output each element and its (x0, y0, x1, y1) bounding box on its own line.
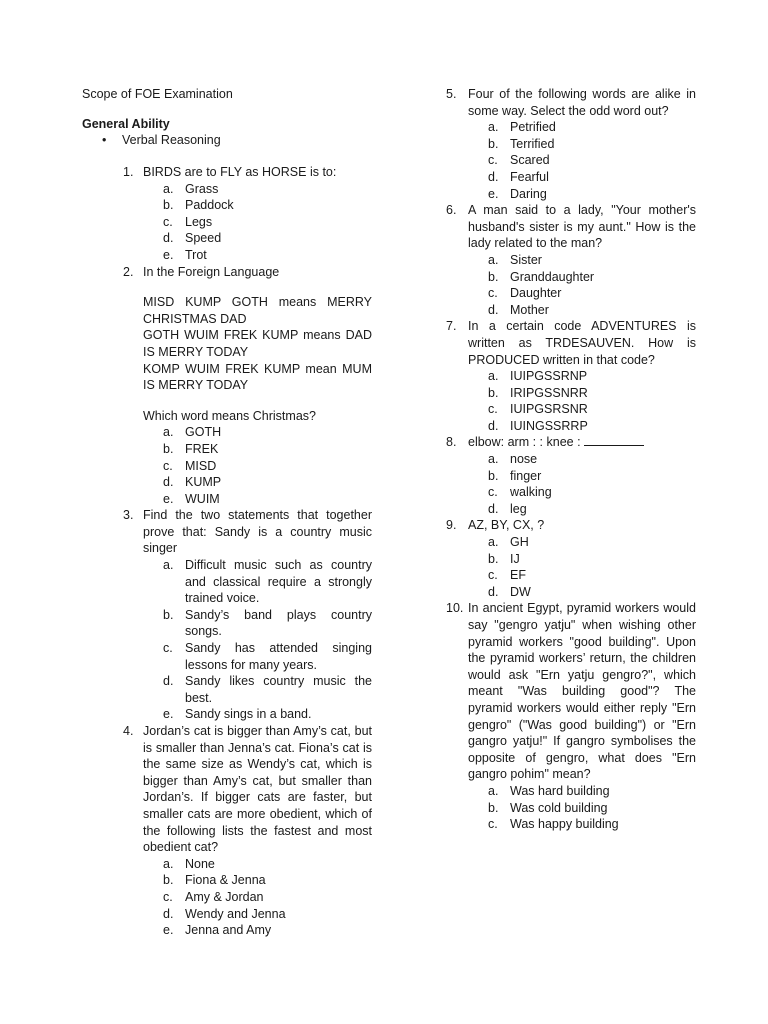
option-text: Sandy has attended singing lessons for many years. (185, 641, 372, 672)
option-item (143, 214, 372, 231)
option-text: Amy & Jordan (185, 889, 264, 904)
option-letter: e. (163, 707, 174, 722)
option-item (143, 247, 372, 264)
option-text: Sister (510, 252, 542, 267)
option-item (468, 551, 696, 568)
option-text: Paddock (185, 198, 234, 213)
option-item (143, 673, 372, 706)
question-paragraph: Which word means Christmas? (143, 408, 316, 423)
option-item (468, 484, 696, 501)
question-paragraph: KOMP WUIM FREK KUMP mean MUM IS MERRY TODAY (143, 361, 372, 393)
option-list (468, 783, 696, 833)
option-text: Jenna and Amy (185, 923, 272, 938)
option-letter: e. (163, 491, 174, 506)
option-text: KUMP (185, 475, 222, 490)
option-list (468, 451, 696, 517)
option-letter: c. (488, 817, 498, 832)
option-letter: c. (163, 889, 173, 904)
question-text: In the Foreign Language (143, 264, 280, 279)
option-item (468, 800, 696, 817)
option-item (143, 424, 372, 441)
option-item (143, 640, 372, 673)
question-number: 10. (446, 601, 464, 616)
bullet-icon: • (102, 133, 107, 147)
option-letter: a. (163, 558, 174, 573)
question-text: BIRDS are to FLY as HORSE is to: (143, 165, 337, 179)
option-item (468, 136, 696, 153)
question-text: Jordan’s cat is bigger than Amy’s cat, but is smaller than Jenna’s cat. Fiona’s cat is the same size as Wendy’s cat, which is bigger than Amy’s cat, but smaller than Jordan’s. If bigger cats are faster, but smaller cats are more obedient, which of the following lists the fastest and most obedient cat? (143, 724, 372, 855)
option-letter: d. (488, 501, 499, 516)
option-text: Legs (185, 214, 213, 229)
option-text: Was hard building (510, 783, 610, 798)
question-number: 8. (446, 435, 457, 450)
option-item (468, 468, 696, 485)
option-letter: c. (488, 286, 498, 301)
option-text: Speed (185, 231, 222, 246)
question-number: 1. (123, 165, 134, 179)
option-text: Wendy and Jenna (185, 906, 286, 921)
option-item (468, 152, 696, 169)
option-text: MISD (185, 458, 217, 473)
option-letter: d. (163, 231, 174, 246)
option-text: Sandy likes country music the best. (185, 674, 372, 705)
question-7 (446, 318, 696, 434)
option-letter: b. (488, 800, 499, 815)
option-letter: b. (163, 607, 174, 622)
option-text: IUINGSSRRP (510, 418, 588, 433)
subsection-bullet (82, 132, 372, 148)
option-letter: c. (163, 214, 173, 229)
option-text: Terrified (510, 136, 555, 151)
option-list (143, 424, 372, 507)
option-text: finger (510, 468, 542, 483)
option-item (143, 872, 372, 889)
option-text: walking (510, 485, 552, 500)
option-item (468, 186, 696, 203)
option-text: Was happy building (510, 817, 619, 832)
option-letter: c. (163, 641, 173, 656)
question-text: In ancient Egypt, pyramid workers would say "gengro yatju" when wishing other pyramid workers "good building". Upon the pyramid workers’ return, the children would ask "Ern yatju gengro?", which meant "Was building good"? The pyramid workers would either reply "Ern gengro" ("Was good building") or "Ern gangro yatju!" If gangro symbolises the opposite of gengro, what does "Ern gangro pohim" mean? (468, 601, 696, 782)
option-item (143, 181, 372, 198)
option-letter: a. (163, 181, 174, 196)
question-10 (446, 600, 696, 832)
option-text: Fiona & Jenna (185, 873, 266, 888)
option-text: Sandy’s band plays country songs. (185, 607, 372, 639)
question-6 (446, 202, 696, 318)
option-item (143, 458, 372, 475)
option-item (468, 401, 696, 418)
option-letter: a. (488, 452, 499, 467)
question-9 (446, 517, 696, 600)
option-letter: a. (488, 120, 499, 135)
option-letter: d. (488, 584, 499, 599)
option-text: None (185, 856, 215, 871)
option-item (468, 783, 696, 800)
option-text: FREK (185, 441, 219, 456)
option-letter: d. (488, 169, 499, 184)
paragraph-spacer (143, 280, 372, 294)
option-letter: c. (488, 402, 498, 417)
option-letter: b. (488, 136, 499, 151)
option-text: Granddaughter (510, 269, 595, 284)
option-letter: b. (488, 551, 499, 566)
question-5 (446, 86, 696, 202)
option-text: Fearful (510, 169, 549, 184)
option-item (468, 418, 696, 435)
option-item (143, 474, 372, 491)
paragraph-spacer (143, 394, 372, 408)
option-list (468, 119, 696, 202)
option-item (143, 197, 372, 214)
option-item (468, 169, 696, 186)
option-item (468, 285, 696, 302)
option-letter: d. (163, 475, 174, 490)
option-letter: a. (163, 425, 174, 440)
option-item (468, 584, 696, 601)
question-number: 9. (446, 518, 457, 533)
option-letter: a. (163, 856, 174, 871)
option-letter: c. (488, 153, 498, 168)
option-item (468, 567, 696, 584)
option-item (143, 557, 372, 607)
option-letter: a. (488, 535, 499, 550)
option-text: Was cold building (510, 800, 608, 815)
question-number: 6. (446, 203, 457, 218)
question-number: 5. (446, 87, 457, 101)
left-question-list (82, 164, 372, 939)
option-letter: b. (488, 385, 499, 400)
option-letter: d. (163, 674, 174, 689)
option-list (143, 856, 372, 939)
option-text: IRIPGSSNRR (510, 385, 588, 400)
option-text: WUIM (185, 491, 220, 506)
option-letter: b. (163, 441, 174, 456)
question-2 (82, 264, 372, 508)
option-item (143, 491, 372, 508)
option-item (143, 856, 372, 873)
option-letter: d. (488, 418, 499, 433)
page-title: Scope of FOE Examination (82, 87, 233, 101)
answer-blank (584, 434, 644, 446)
option-letter: b. (163, 198, 174, 213)
option-item (143, 230, 372, 247)
option-text: IUIPGSRSNR (510, 402, 588, 417)
option-letter: c. (488, 485, 498, 500)
question-number: 2. (123, 264, 134, 279)
option-item (468, 252, 696, 269)
option-letter: b. (488, 269, 499, 284)
option-list (468, 252, 696, 318)
option-letter: a. (488, 783, 499, 798)
question-text: AZ, BY, CX, ? (468, 518, 545, 533)
question-1 (82, 164, 372, 264)
option-text: IJ (510, 551, 520, 566)
question-number: 3. (123, 508, 134, 523)
option-item (468, 368, 696, 385)
right-column (446, 86, 696, 833)
question-3 (82, 507, 372, 723)
option-item (468, 119, 696, 136)
option-text: leg (510, 501, 527, 516)
question-number: 4. (123, 724, 134, 738)
option-letter: a. (488, 369, 499, 384)
question-paragraph: GOTH WUIM FREK KUMP means DAD IS MERRY TODAY (143, 328, 372, 359)
option-item (143, 441, 372, 458)
option-text: GH (510, 535, 529, 550)
option-letter: b. (163, 873, 174, 888)
option-text: GOTH (185, 425, 222, 440)
option-item (143, 706, 372, 723)
option-text: Sandy sings in a band. (185, 707, 312, 722)
option-letter: d. (488, 302, 499, 317)
option-letter: d. (163, 906, 174, 921)
option-list (143, 181, 372, 264)
option-text: Grass (185, 181, 219, 196)
question-text: elbow: arm : : knee : (468, 434, 696, 451)
section-heading: General Ability (82, 117, 170, 131)
question-text: A man said to a lady, "Your mother's husband's sister is my aunt." How is the lady related to the man? (468, 203, 696, 251)
option-letter: c. (163, 458, 173, 473)
option-letter: e. (163, 923, 174, 938)
option-list (468, 534, 696, 600)
question-text: Four of the following words are alike in some way. Select the odd word out? (468, 87, 696, 118)
option-text: Petrified (510, 120, 556, 135)
option-letter: b. (488, 468, 499, 483)
option-item (468, 534, 696, 551)
option-item (143, 889, 372, 906)
option-letter: c. (488, 568, 498, 583)
option-text: Difficult music such as country and classical require a strongly trained voice. (185, 558, 372, 606)
option-item (143, 607, 372, 640)
option-item (468, 269, 696, 286)
option-item (143, 922, 372, 939)
option-item (468, 302, 696, 319)
option-item (468, 385, 696, 402)
question-paragraph: MISD KUMP GOTH means MERRY CHRISTMAS DAD (143, 295, 372, 326)
question-8 (446, 434, 696, 517)
option-list (468, 368, 696, 434)
option-letter: e. (488, 186, 499, 201)
option-text: Mother (510, 302, 549, 317)
option-list (143, 557, 372, 723)
question-text: Find the two statements that together prove that: Sandy is a country music singer (143, 508, 372, 556)
left-column (82, 86, 372, 939)
option-text: IUIPGSSRNP (510, 369, 588, 384)
option-text: DW (510, 584, 531, 599)
question-4 (82, 723, 372, 939)
option-text: Daring (510, 186, 547, 201)
option-text: Scared (510, 153, 550, 168)
option-text: EF (510, 568, 526, 583)
option-letter: a. (488, 252, 499, 267)
option-item (468, 816, 696, 833)
option-item (468, 501, 696, 518)
right-question-list (446, 86, 696, 833)
question-number: 7. (446, 319, 457, 334)
option-letter: e. (163, 247, 174, 262)
option-text: nose (510, 452, 538, 467)
option-item (143, 906, 372, 923)
option-text: Daughter (510, 286, 562, 301)
option-text: Trot (185, 247, 207, 262)
option-item (468, 451, 696, 468)
question-text: In a certain code ADVENTURES is written as TRDESAUVEN. How is PRODUCED written in that code? (468, 319, 696, 367)
subsection-label: Verbal Reasoning (122, 133, 221, 147)
